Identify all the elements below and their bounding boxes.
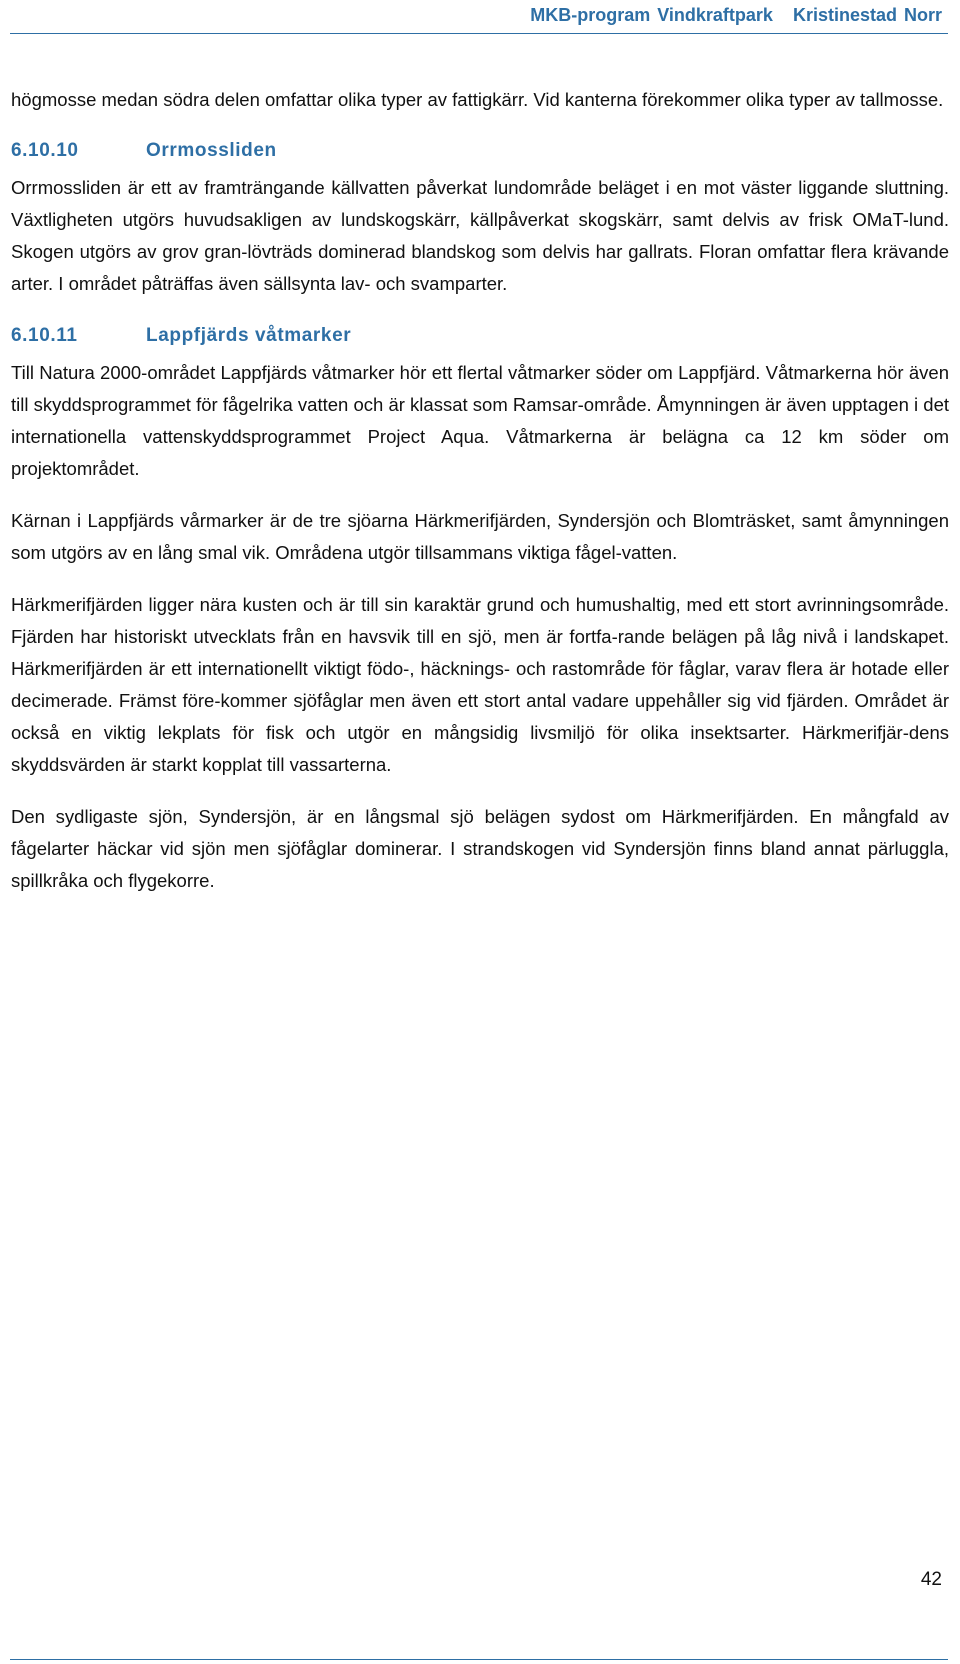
body-paragraph: Till Natura 2000-området Lappfjärds våtmarker hör ett flertal våtmarker söder om Lappfjärd. Våtmarkerna hör även till skyddsprogrammet för fågelrika vatten och är klassat som Ramsar-område. Åmynningen är även upptagen i det internationella vattenskyddsprogrammet Project Aqua. Våtmarkerna är belägna ca 12 km söder om projektområdet.: [11, 362, 949, 479]
section-heading-lappfjards-vatmarker: [11, 320, 949, 352]
page-footer: [10, 1554, 948, 1664]
footer-divider: [10, 1659, 948, 1660]
body-paragraph: Härkmerifjärden ligger nära kusten och är till sin karaktär grund och humushaltig, med ett stort avrinningsområde. Fjärden har historiskt utvecklats från en havsvik till en sjö, men är fortfa-rande belägen på låg nivå i landskapet. Härkmerifjärden är ett internationellt viktigt födo-, häcknings- och rastområde för fåglar, varav flera är hotade eller decimerade. Främst före-kommer sjöfåglar men även ett stort antal vadare uppehåller sig vid fjärden. Området är också en viktig lekplats för fisk och utgör en mångsidig livsmiljö för olika insektsarter. Härkmerifjär-dens skyddsvärden är starkt kopplat till vassarterna.: [11, 594, 949, 775]
body-paragraph: Kärnan i Lappfjärds vårmarker är de tre sjöarna Härkmerifjärden, Syndersjön och Blomträsket, samt åmynningen som utgörs av en lång smal vik. Områdena utgör tillsammans viktiga fågel-vatten.: [11, 510, 949, 563]
section-heading-orrmossliden: [11, 135, 949, 167]
section-title: Orrmossliden: [146, 140, 277, 161]
page-body: [11, 84, 949, 917]
body-paragraph: Den sydligaste sjön, Syndersjön, är en långsmal sjö belägen sydost om Härkmerifjärden. En mångfald av fågelarter häckar vid sjön men sjöfåglar dominerar. I strandskogen vid Syndersjön finns bland annat pärluggla, spillkråka och flygekorre.: [11, 806, 949, 891]
section-number: 6.10.11: [11, 325, 78, 346]
page-number: 42: [920, 1569, 942, 1590]
header-document-title: MKB-program Vindkraftpark: [530, 5, 773, 25]
page-header: [10, 0, 948, 34]
running-header: [530, 5, 942, 26]
body-paragraph: Orrmossliden är ett av framträngande källvatten påverkat lundområde beläget i en mot väster liggande sluttning. Växtligheten utgörs huvudsakligen av lundskogskärr, källpåverkat skogskärr, samt delvis av frisk OMaT-lund. Skogen utgörs av grov gran-lövträds dominerad blandskog som delvis har gallrats. Floran omfattar flera krävande arter. I området påträffas även sällsynta lav- och svamparter.: [11, 177, 949, 294]
header-project-name: Kristinestad Norr: [792, 5, 942, 25]
intro-paragraph: högmosse medan södra delen omfattar olika typer av fattigkärr. Vid kanterna förekommer olika typer av tallmosse.: [11, 89, 944, 110]
section-title: Lappfjärds våtmarker: [146, 325, 352, 346]
section-number: 6.10.10: [11, 140, 79, 161]
